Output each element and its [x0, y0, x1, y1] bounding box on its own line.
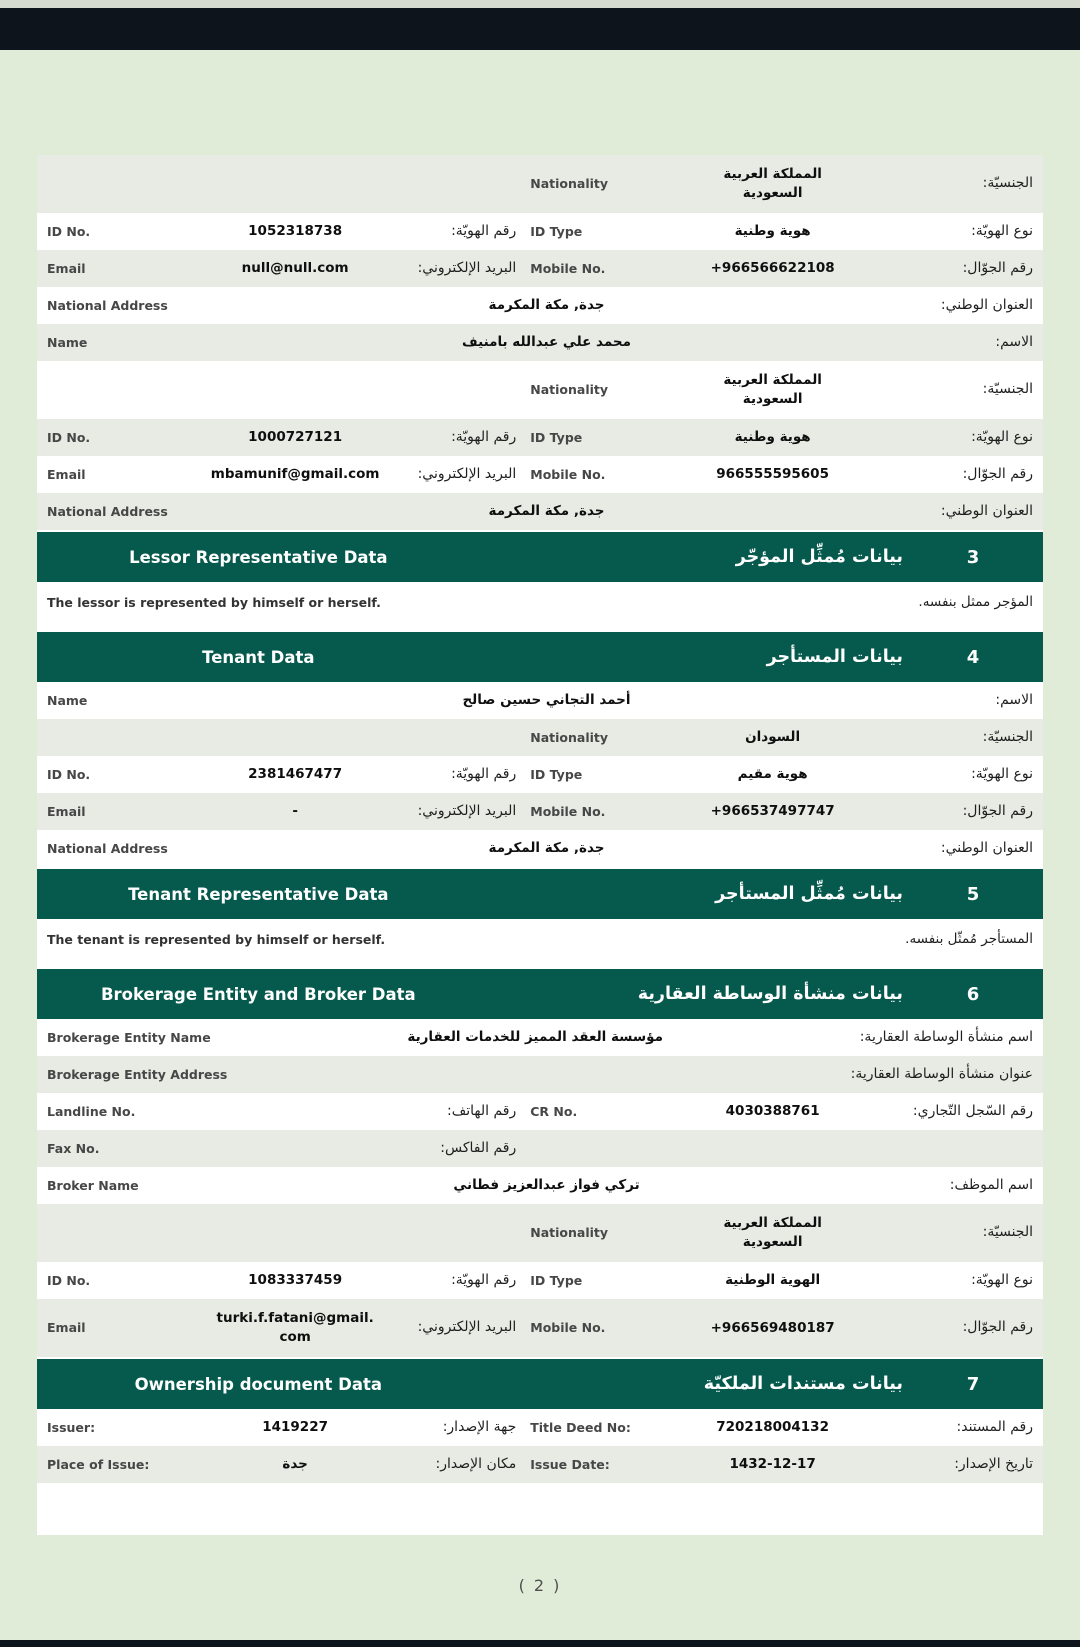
row-label-ar-right: رقم الجوّال: [962, 259, 1033, 276]
page-number: ( 2 ) [518, 1576, 562, 1595]
row-label-en-left: ID No. [47, 1272, 91, 1288]
row-value-left: mbamunif@gmail.com [210, 466, 380, 483]
row-label-en-left: ID No. [47, 429, 91, 445]
section-header [37, 632, 1043, 682]
note-text-en: The lessor is represented by himself or herself. [47, 594, 381, 610]
section-number: 6 [966, 983, 980, 1005]
section-title-en: Tenant Data [202, 647, 315, 667]
row-label-en-right: Issue Date: [530, 1456, 610, 1472]
row-value-left: turki.f.fatani@gmail.com [216, 1310, 374, 1345]
section-header [37, 1359, 1043, 1409]
row-value-right: 720218004132 [716, 1419, 829, 1436]
note-text-ar: المؤجر ممثل بنفسه. [918, 594, 1033, 610]
section-header [37, 532, 1043, 582]
row-label-en-left: Issuer: [47, 1419, 96, 1435]
row-label-ar-right: رقم الجوّال: [962, 1319, 1033, 1336]
section-title-ar: بيانات منشأة الوساطة العقارية [637, 984, 903, 1004]
table-row [37, 213, 1043, 250]
table-row [37, 793, 1043, 830]
row-value-right: المملكة العربية السعودية [723, 372, 822, 407]
table-row [37, 361, 1043, 419]
section-title-en: Brokerage Entity and Broker Data [100, 984, 416, 1004]
row-label-en-right: Mobile No. [530, 466, 606, 482]
row-label-en-right: ID Type [530, 223, 583, 239]
table-row [37, 756, 1043, 793]
row-value-left: null@null.com [241, 260, 349, 277]
row-label-ar-right: رقم الجوّال: [962, 802, 1033, 819]
row-value-left: 1419227 [262, 1419, 328, 1436]
row-label-en-left: Place of Issue: [47, 1456, 150, 1472]
row-label-ar-right: تاريخ الإصدار: [954, 1455, 1033, 1472]
contract-data-table [37, 155, 1043, 1535]
row-label-ar-right: رقم الجوّال: [962, 465, 1033, 482]
row-label-en-left: Email [47, 260, 86, 276]
row-label-ar-right: الجنسيّة: [982, 175, 1033, 192]
representation-note-row [37, 919, 1043, 959]
row-value-right: هوية وطنية [734, 223, 811, 240]
section-header [37, 869, 1043, 919]
bottom-dark-bar [0, 1640, 1080, 1647]
row-value: جدة, مكة المكرمة [488, 297, 605, 314]
row-label-en-right: Mobile No. [530, 1320, 606, 1336]
section-title-ar: بيانات مُمثِّل المؤجّر [735, 547, 903, 567]
row-label-ar: اسم منشأة الوساطة العقارية: [859, 1028, 1033, 1045]
row-value-left: 1000727121 [248, 429, 343, 446]
row-label-en: National Address [47, 297, 168, 313]
row-value: تركي فواز عبدالعزيز فطاني [453, 1177, 640, 1194]
row-label-ar-left: مكان الإصدار: [435, 1455, 517, 1472]
top-edge-strip [0, 0, 1080, 8]
row-label-en: Name [47, 334, 88, 350]
table-row [37, 456, 1043, 493]
row-label-en-right: Nationality [530, 1225, 609, 1241]
row-label-en-right: Mobile No. [530, 803, 606, 819]
row-value-right: هوية مقيم [737, 766, 808, 783]
section-title-ar: بيانات مستندات الملكيّة [703, 1374, 903, 1394]
row-value-right: 4030388761 [725, 1103, 820, 1120]
section-title-en: Ownership document Data [134, 1374, 383, 1394]
row-label-ar: الاسم: [995, 691, 1033, 708]
row-label-en: National Address [47, 840, 168, 856]
empty-row [37, 1483, 1043, 1535]
row-label-ar-right: نوع الهويّة: [971, 428, 1033, 445]
table-row [37, 682, 1043, 719]
table-row [37, 1204, 1043, 1262]
row-label-ar: العنوان الوطني: [940, 296, 1033, 313]
row-label-ar: العنوان الوطني: [940, 839, 1033, 856]
row-label-ar-left: رقم الفاكس: [440, 1139, 517, 1156]
row-label-ar-left: البريد الإلكتروني: [417, 1319, 517, 1336]
table-row [37, 493, 1043, 530]
representation-note-row [37, 582, 1043, 622]
row-value: جدة, مكة المكرمة [488, 503, 605, 520]
table-row [37, 287, 1043, 324]
row-value-right: +966566622108 [710, 260, 835, 277]
table-row [37, 1167, 1043, 1204]
row-label-ar: العنوان الوطني: [940, 502, 1033, 519]
row-value-right: هوية وطنية [734, 429, 811, 446]
table-row [37, 1056, 1043, 1093]
row-value: أحمد التجاني حسين صالح [462, 692, 631, 709]
row-label-en-right: Title Deed No: [530, 1419, 631, 1435]
row-label-en-right: Nationality [530, 382, 609, 398]
row-label-en-left: Email [47, 1320, 86, 1336]
row-value-right: الهوية الوطنية [725, 1272, 821, 1289]
table-row [37, 1299, 1043, 1357]
table-row [37, 324, 1043, 361]
note-text-en: The tenant is represented by himself or herself. [47, 931, 386, 947]
table-row [37, 719, 1043, 756]
section-title-en: Lessor Representative Data [129, 547, 388, 567]
row-value-right: المملكة العربية السعودية [723, 1215, 822, 1250]
row-label-ar-left: البريد الإلكتروني: [417, 802, 517, 819]
row-label-en-right: CR No. [530, 1103, 578, 1119]
row-label-en-left: Email [47, 803, 86, 819]
row-label-ar: عنوان منشأة الوساطة العقارية: [850, 1065, 1033, 1082]
section-number: 3 [966, 546, 980, 568]
row-label-ar-left: جهة الإصدار: [442, 1418, 517, 1435]
table-row [37, 1409, 1043, 1446]
row-label-ar-left: رقم الهويّة: [451, 1271, 517, 1288]
row-value: جدة, مكة المكرمة [488, 840, 605, 857]
row-label-ar-right: رقم المستند: [956, 1418, 1033, 1435]
row-value-left: 1083337459 [248, 1272, 343, 1289]
row-label-ar: اسم الموظف: [949, 1176, 1033, 1193]
table-row [37, 250, 1043, 287]
top-dark-bar [0, 8, 1080, 50]
row-label-ar-right: نوع الهويّة: [971, 222, 1033, 239]
row-label-en: Brokerage Entity Address [47, 1066, 228, 1082]
row-label-ar-right: نوع الهويّة: [971, 765, 1033, 782]
section-title-ar: بيانات المستأجر [766, 647, 903, 667]
row-value-right: +966569480187 [710, 1319, 835, 1336]
row-label-ar-left: رقم الهويّة: [451, 428, 517, 445]
row-label-en-left: ID No. [47, 223, 91, 239]
row-value-right: +966537497747 [710, 803, 835, 820]
table-row [37, 1093, 1043, 1130]
table-row [37, 1019, 1043, 1056]
section-title-en: Tenant Representative Data [128, 884, 389, 904]
row-label-en-left: Fax No. [47, 1140, 100, 1156]
row-label-en-right: ID Type [530, 1272, 583, 1288]
row-label-en-right: Nationality [530, 729, 609, 745]
row-label-en-right: Mobile No. [530, 260, 606, 276]
row-value-right: 1432-12-17 [729, 1456, 816, 1473]
row-value-left: جدة [282, 1456, 308, 1473]
row-label-en-left: Email [47, 466, 86, 482]
table-row [37, 155, 1043, 213]
section-number: 4 [966, 646, 980, 668]
note-text-ar: المستأجر مُمثّل بنفسه. [905, 931, 1033, 947]
row-label-en: National Address [47, 503, 168, 519]
row-label-ar-left: رقم الهويّة: [451, 222, 517, 239]
row-label-ar-left: رقم الهاتف: [447, 1102, 517, 1119]
row-value-right: السودان [745, 729, 801, 746]
row-label-ar-right: نوع الهويّة: [971, 1271, 1033, 1288]
table-row [37, 1262, 1043, 1299]
row-label-en: Name [47, 692, 88, 708]
table-row [37, 1130, 1043, 1167]
row-label-en-left: ID No. [47, 766, 91, 782]
section-number: 5 [966, 883, 980, 905]
table-row [37, 830, 1043, 867]
row-value: مؤسسة العقد المميز للخدمات العقارية [407, 1029, 663, 1046]
row-label-ar-right: الجنسيّة: [982, 381, 1033, 398]
row-value: محمد علي عبدالله بامنيف [462, 334, 631, 351]
row-label-en-right: ID Type [530, 766, 583, 782]
table-row [37, 1446, 1043, 1483]
section-number: 7 [966, 1373, 980, 1395]
row-value-left: 2381467477 [248, 766, 343, 783]
row-label-ar-right: الجنسيّة: [982, 728, 1033, 745]
row-value-left: 1052318738 [248, 223, 343, 240]
section-title-ar: بيانات مُمثِّل المستأجر [715, 884, 903, 904]
row-value-right: المملكة العربية السعودية [723, 166, 822, 201]
row-label-ar-left: البريد الإلكتروني: [417, 465, 517, 482]
row-label-ar-right: رقم السّجل التّجاري: [912, 1102, 1033, 1119]
row-label-ar-right: الجنسيّة: [982, 1224, 1033, 1241]
row-label-en-left: Landline No. [47, 1103, 136, 1119]
row-label-en: Broker Name [47, 1177, 139, 1193]
row-value-left: - [292, 803, 298, 820]
row-label-ar-left: البريد الإلكتروني: [417, 259, 517, 276]
row-label-en-right: Nationality [530, 176, 609, 192]
section-header [37, 969, 1043, 1019]
row-label-en: Brokerage Entity Name [47, 1029, 211, 1045]
table-row [37, 419, 1043, 456]
row-label-en-right: ID Type [530, 429, 583, 445]
row-label-ar: الاسم: [995, 333, 1033, 350]
row-value-right: 966555595605 [716, 466, 829, 483]
row-label-ar-left: رقم الهويّة: [451, 765, 517, 782]
